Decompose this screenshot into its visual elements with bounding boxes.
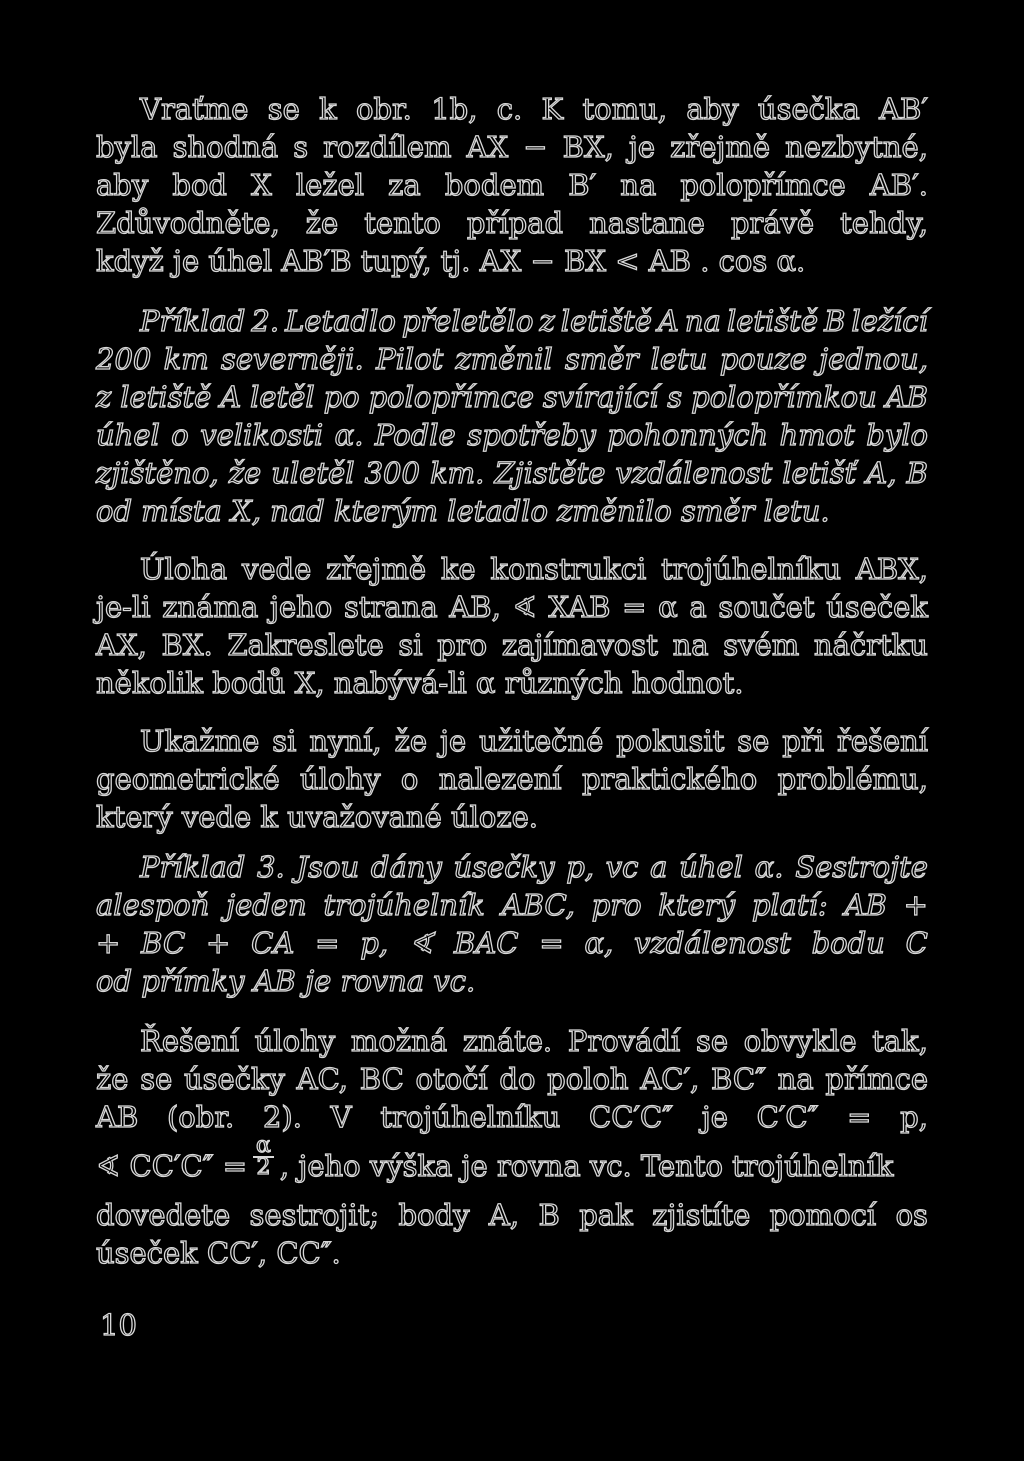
word: a bbox=[689, 590, 707, 624]
formula-line bbox=[96, 1133, 928, 1196]
word: BC″ bbox=[711, 1062, 766, 1096]
word: úseček bbox=[826, 590, 928, 624]
word: = bbox=[622, 590, 647, 624]
word: si bbox=[272, 724, 297, 758]
word: zřejmě bbox=[670, 130, 771, 164]
word: = bbox=[539, 926, 564, 960]
word: ABC, bbox=[501, 888, 575, 922]
angle-expression: ∢ CC′C″ = bbox=[96, 1149, 248, 1183]
word: pokusit bbox=[616, 724, 725, 758]
word: ∢ bbox=[408, 926, 434, 960]
word: znáte. bbox=[462, 1024, 553, 1058]
word: si bbox=[398, 628, 423, 662]
text-line bbox=[96, 340, 928, 378]
word: se bbox=[267, 92, 300, 126]
word: AB bbox=[96, 1100, 139, 1134]
text-line bbox=[96, 722, 928, 760]
word: nezbytné, bbox=[785, 130, 928, 164]
word: známa bbox=[162, 590, 259, 624]
word: bodem bbox=[444, 168, 545, 202]
text-line bbox=[96, 1196, 928, 1234]
word: polopřímce bbox=[368, 380, 534, 414]
word: α. bbox=[754, 850, 784, 884]
word: 2. bbox=[251, 304, 280, 338]
word: Zdůvodněte, bbox=[96, 206, 280, 240]
word: letiště bbox=[120, 380, 212, 414]
word: právě bbox=[730, 206, 815, 240]
text-line: od místa X, nad kterým letadlo změnilo směr letu. bbox=[96, 494, 830, 528]
word: BX. bbox=[161, 628, 213, 662]
word: jeho bbox=[269, 590, 333, 624]
word: hmot bbox=[779, 418, 855, 452]
word: velikosti bbox=[200, 418, 324, 452]
word: problému, bbox=[777, 762, 928, 796]
example-3 bbox=[96, 848, 928, 1000]
word: C′C″ bbox=[756, 1100, 819, 1134]
word: AB, bbox=[449, 590, 501, 624]
word: úhel bbox=[96, 418, 160, 452]
word: aby bbox=[96, 168, 149, 202]
word: 3. bbox=[257, 850, 285, 884]
word: úhel bbox=[679, 850, 743, 884]
word: alespoň bbox=[96, 888, 210, 922]
fraction-denominator: 2 bbox=[256, 1155, 271, 1180]
word: polopřímce bbox=[680, 168, 846, 202]
word: ke bbox=[440, 552, 476, 586]
word: do bbox=[499, 1062, 536, 1096]
word: který bbox=[658, 888, 736, 922]
word: AX, bbox=[96, 628, 147, 662]
word: B bbox=[906, 456, 928, 490]
word: možná bbox=[350, 1024, 448, 1058]
page-number: 10 bbox=[100, 1308, 137, 1342]
word: poloh bbox=[547, 1062, 629, 1096]
word: na bbox=[620, 168, 657, 202]
word: svírající bbox=[542, 380, 659, 414]
word: ABX, bbox=[855, 552, 928, 586]
word: na bbox=[672, 628, 709, 662]
word: vc bbox=[605, 850, 639, 884]
word: shodná bbox=[172, 130, 279, 164]
word: trojúhelník bbox=[323, 888, 485, 922]
word: byla bbox=[96, 130, 158, 164]
word: za bbox=[388, 168, 421, 202]
word: zajímavost bbox=[501, 628, 658, 662]
word: 1b, bbox=[431, 92, 478, 126]
word: praktického bbox=[581, 762, 758, 796]
word: z bbox=[96, 380, 112, 414]
word: pouze bbox=[719, 342, 807, 376]
word: C bbox=[905, 926, 928, 960]
text-line bbox=[96, 90, 928, 128]
word: Zjistěte bbox=[494, 456, 606, 490]
word: strana bbox=[343, 590, 438, 624]
word: K bbox=[541, 92, 564, 126]
word: je bbox=[701, 1100, 728, 1134]
word: k bbox=[319, 92, 337, 126]
text-line bbox=[96, 1060, 928, 1098]
word: X bbox=[251, 168, 272, 202]
word: pak bbox=[579, 1198, 633, 1232]
word: úsečky bbox=[453, 850, 555, 884]
word: trojúhelníku bbox=[661, 552, 842, 586]
word: Vraťme bbox=[140, 92, 249, 126]
word: obvykle bbox=[743, 1024, 857, 1058]
word: tento bbox=[364, 206, 441, 240]
word: a bbox=[650, 850, 668, 884]
word: BC bbox=[141, 926, 186, 960]
text-line bbox=[96, 760, 928, 798]
word: konstrukci bbox=[490, 552, 647, 586]
word: α. bbox=[334, 418, 364, 452]
word: A, bbox=[866, 456, 897, 490]
text-line: když je úhel AB′B tupý, tj. AX − BX < AB . cos α. bbox=[96, 244, 806, 278]
word: + bbox=[206, 926, 231, 960]
word: úsečky bbox=[184, 1062, 285, 1096]
word: bylo bbox=[866, 418, 928, 452]
word: z bbox=[539, 304, 555, 338]
word: (obr. bbox=[166, 1100, 235, 1134]
word: platí: bbox=[751, 888, 828, 922]
word: se bbox=[737, 724, 770, 758]
word: s bbox=[293, 130, 309, 164]
word: uletěl bbox=[271, 456, 355, 490]
word: Sestrojte bbox=[795, 850, 928, 884]
word: Zakreslete bbox=[227, 628, 384, 662]
word: náčrtku bbox=[813, 628, 928, 662]
word: při bbox=[782, 724, 824, 758]
word: pro bbox=[437, 628, 488, 662]
word: − bbox=[523, 130, 548, 164]
word: CC′C″ bbox=[589, 1100, 673, 1134]
word: Letadlo bbox=[285, 304, 396, 338]
word: úlohy bbox=[300, 762, 381, 796]
word: AC′, bbox=[640, 1062, 700, 1096]
word: pomocí bbox=[769, 1198, 877, 1232]
word: Podle bbox=[374, 418, 456, 452]
word: polopřímkou bbox=[691, 380, 877, 414]
word: tomu, bbox=[582, 92, 668, 126]
text-line bbox=[96, 550, 928, 588]
word: je bbox=[439, 724, 467, 758]
word: ∢ bbox=[512, 590, 537, 624]
word: užitečné bbox=[479, 724, 604, 758]
word: Jsou bbox=[296, 850, 360, 884]
word: km. bbox=[430, 456, 485, 490]
word: CA bbox=[251, 926, 295, 960]
text-line: který vede k uvažované úloze. bbox=[96, 800, 539, 834]
text-line bbox=[96, 848, 928, 886]
word: 300 bbox=[364, 456, 420, 490]
word: AX bbox=[466, 130, 509, 164]
text-line bbox=[96, 886, 928, 924]
word: svém bbox=[723, 628, 800, 662]
word: Řešení bbox=[140, 1024, 239, 1058]
word: že bbox=[228, 456, 262, 490]
word: přímce bbox=[825, 1062, 928, 1096]
word: zjistíte bbox=[652, 1198, 751, 1232]
word: přeletělo bbox=[401, 304, 534, 338]
text-line bbox=[96, 416, 928, 454]
word: řešení bbox=[836, 724, 928, 758]
word: geometrické bbox=[96, 762, 280, 796]
word: o bbox=[400, 762, 419, 796]
word: dány bbox=[370, 850, 442, 884]
word: Příklad bbox=[140, 850, 246, 884]
word: = bbox=[315, 926, 340, 960]
word: os bbox=[895, 1198, 928, 1232]
word: + bbox=[96, 926, 121, 960]
word: zjištěno, bbox=[96, 456, 219, 490]
word: jednou, bbox=[819, 342, 928, 376]
word: trojúhelníku bbox=[380, 1100, 561, 1134]
word: BX, bbox=[562, 130, 614, 164]
word: vzdálenost bbox=[634, 926, 791, 960]
word: AC, bbox=[296, 1062, 348, 1096]
word: že bbox=[305, 206, 339, 240]
word: rozdílem bbox=[323, 130, 452, 164]
word: že bbox=[96, 1062, 129, 1096]
word: dovedete bbox=[96, 1198, 231, 1232]
word: je bbox=[628, 130, 656, 164]
word: p, bbox=[566, 850, 594, 884]
word: Provádí bbox=[567, 1024, 681, 1058]
word: AB bbox=[844, 888, 887, 922]
word: p, bbox=[360, 926, 389, 960]
word: s bbox=[667, 380, 683, 414]
word: A bbox=[657, 304, 679, 338]
word: B bbox=[538, 1198, 560, 1232]
word: Pilot bbox=[376, 342, 444, 376]
word: B′ bbox=[568, 168, 597, 202]
word: na bbox=[777, 1062, 814, 1096]
word: bodu bbox=[811, 926, 885, 960]
text-line bbox=[96, 204, 928, 242]
word: se bbox=[695, 1024, 728, 1058]
word: případ bbox=[466, 206, 564, 240]
word: AB′ bbox=[879, 92, 928, 126]
word: se bbox=[140, 1062, 173, 1096]
word: Ukažme bbox=[140, 724, 260, 758]
text-line bbox=[96, 924, 928, 962]
word: vzdálenost bbox=[615, 456, 773, 490]
example-2 bbox=[96, 302, 928, 530]
word: po bbox=[323, 380, 360, 414]
word: vede bbox=[241, 552, 312, 586]
word: na bbox=[684, 304, 721, 338]
word: směr bbox=[564, 342, 639, 376]
word: nalezení bbox=[438, 762, 562, 796]
word: úlohy bbox=[254, 1024, 336, 1058]
word: = bbox=[847, 1100, 872, 1134]
word: A bbox=[220, 380, 242, 414]
word: otočí bbox=[415, 1062, 488, 1096]
word: jeden bbox=[226, 888, 307, 922]
word: že bbox=[394, 724, 428, 758]
word: pohonných bbox=[607, 418, 769, 452]
solution-paragraph bbox=[96, 1022, 928, 1272]
word: XAB bbox=[548, 590, 611, 624]
word: spotřeby bbox=[467, 418, 596, 452]
word: AB bbox=[885, 380, 928, 414]
word: letiště bbox=[560, 304, 652, 338]
text-line bbox=[96, 166, 928, 204]
text-line bbox=[96, 1098, 928, 1136]
text-line bbox=[96, 454, 928, 492]
line-continuation: , jeho výška je rovna vc. Tento trojúhelník bbox=[279, 1149, 894, 1183]
text-line bbox=[96, 302, 928, 340]
word: c. bbox=[496, 92, 523, 126]
word: letu bbox=[650, 342, 708, 376]
word: ležel bbox=[295, 168, 365, 202]
fraction-numerator: α bbox=[253, 1136, 274, 1158]
word: obr. bbox=[355, 92, 412, 126]
word: severněji. bbox=[221, 342, 364, 376]
word: nyní, bbox=[309, 724, 382, 758]
word: změnil bbox=[455, 342, 553, 376]
word: letiště bbox=[726, 304, 819, 338]
word: V bbox=[330, 1100, 352, 1134]
text-line: od přímky AB je rovna vc. bbox=[96, 964, 476, 998]
word: Úloha bbox=[140, 552, 228, 586]
word: Příklad bbox=[140, 304, 246, 338]
text-line bbox=[96, 626, 928, 664]
word: body bbox=[398, 1198, 470, 1232]
word: + bbox=[903, 888, 928, 922]
word: 200 bbox=[96, 342, 152, 376]
word: BAC bbox=[454, 926, 519, 960]
word: BC bbox=[359, 1062, 404, 1096]
word: B bbox=[824, 304, 846, 338]
text-line: několik bodů X, nabývá-li α různých hodnot. bbox=[96, 666, 744, 700]
paragraph-1 bbox=[96, 90, 928, 280]
word: AB′. bbox=[869, 168, 928, 202]
text-line bbox=[96, 128, 928, 166]
text-line bbox=[96, 1022, 928, 1060]
word: součet bbox=[718, 590, 815, 624]
word: letišť bbox=[782, 456, 857, 490]
paragraph-4 bbox=[96, 722, 928, 836]
text-line bbox=[96, 588, 928, 626]
word: 2). bbox=[262, 1100, 302, 1134]
word: bod bbox=[172, 168, 227, 202]
word: A, bbox=[488, 1198, 520, 1232]
paragraph-3 bbox=[96, 550, 928, 702]
word: nastane bbox=[589, 206, 705, 240]
word: tak, bbox=[872, 1024, 928, 1058]
word: tehdy, bbox=[840, 206, 928, 240]
text-line: úseček CC′, CC″. bbox=[96, 1236, 341, 1270]
word: úsečka bbox=[757, 92, 860, 126]
word: α, bbox=[584, 926, 614, 960]
word: zřejmě bbox=[326, 552, 427, 586]
word: letěl bbox=[250, 380, 315, 414]
word: km bbox=[163, 342, 209, 376]
word: o bbox=[171, 418, 189, 452]
word: sestrojit; bbox=[249, 1198, 380, 1232]
alpha-half-fraction bbox=[253, 1133, 274, 1196]
text-line bbox=[96, 378, 928, 416]
word: α bbox=[658, 590, 678, 624]
word: aby bbox=[686, 92, 739, 126]
word: je-li bbox=[96, 590, 151, 624]
word: ležící bbox=[851, 304, 928, 338]
word: pro bbox=[591, 888, 642, 922]
word: p, bbox=[900, 1100, 928, 1134]
